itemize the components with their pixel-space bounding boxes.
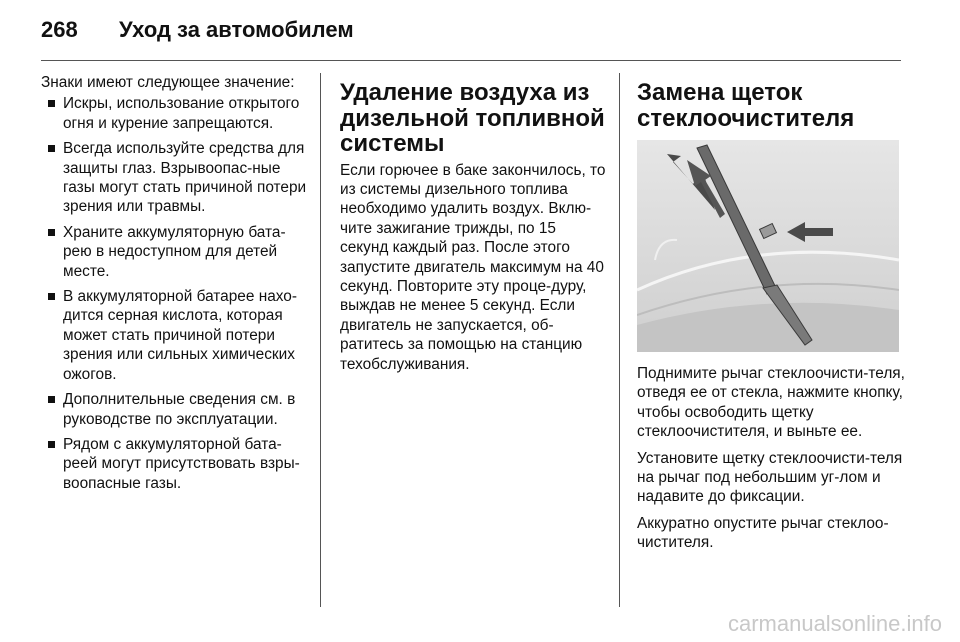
diesel-bleed-heading: Удаление воздуха из дизельной топливной системы — [340, 79, 605, 157]
list-item — [41, 287, 311, 384]
bullet-icon — [48, 229, 55, 236]
list-item-text: Дополнительные сведения см. в руководстве по эксплуатации. — [63, 391, 296, 428]
header-divider — [41, 60, 901, 61]
list-item — [41, 435, 311, 493]
watermark: carmanualsonline.info — [727, 611, 942, 636]
wiper-step-3: Аккуратно опустите рычаг стеклоо-чистителя. — [637, 514, 889, 552]
intro-text: Знаки имеют следующее значение: — [41, 74, 295, 91]
list-item-text: Искры, использование открытого огня и курение запрещаются. — [63, 95, 300, 132]
bullet-icon — [48, 293, 55, 300]
bullet-icon — [48, 145, 55, 152]
list-item — [41, 223, 311, 281]
list-item-text: Рядом с аккумуляторной бата-реей могут присутствовать взры-воопасные газы. — [63, 435, 300, 492]
list-item-text: Храните аккумуляторную бата-рею в недоступном для детей месте. — [63, 223, 286, 280]
wiper-step-2: Установите щетку стеклоочисти-теля на рычаг под небольшим уг-лом и надавите до фиксации. — [637, 449, 903, 506]
column-1 — [41, 73, 311, 499]
list-item-text: В аккумуляторной батарее нахо-дится серная кислота, которая может стать причиной потери зрения или сильных химических ожогов. — [63, 288, 297, 383]
column-2 — [340, 80, 608, 381]
list-item — [41, 94, 311, 133]
bullet-icon — [48, 100, 55, 107]
section-title: Уход за автомобилем — [119, 17, 354, 42]
wiper-illustration — [637, 140, 899, 352]
list-item — [41, 390, 311, 429]
page-number: 268 — [41, 17, 78, 42]
page-header — [41, 14, 901, 54]
wiper-step-1: Поднимите рычаг стеклоочисти-теля, отведя ее от стекла, нажмите кнопку, чтобы освободить щетку стеклоочистителя, и выньте ее. — [637, 365, 905, 441]
column-divider-1 — [320, 73, 321, 607]
list-item — [41, 139, 311, 217]
column-divider-2 — [619, 73, 620, 607]
list-item-text: Всегда используйте средства для защиты глаз. Взрывоопас-ные газы могут стать причиной потери зрения или травмы. — [63, 140, 307, 216]
bullet-icon — [48, 441, 55, 448]
wiper-heading: Замена щеток стеклоочистителя — [637, 79, 855, 132]
warning-list — [41, 94, 311, 493]
bullet-icon — [48, 396, 55, 403]
diesel-bleed-body: Если горючее в баке закончилось, то из системы дизельного топлива необходимо удалить воздух. Вклю-чите зажигание трижды, по 15 секунд каждый раз. После этого запустите двигатель максимум на 40 секунд. Повторите эту проце-дуру, выждав не менее 5 секунд. Если двигатель не запускается, об-ратитесь за помощью на станцию техобслуживания. — [340, 161, 606, 373]
column-3 — [637, 80, 905, 560]
